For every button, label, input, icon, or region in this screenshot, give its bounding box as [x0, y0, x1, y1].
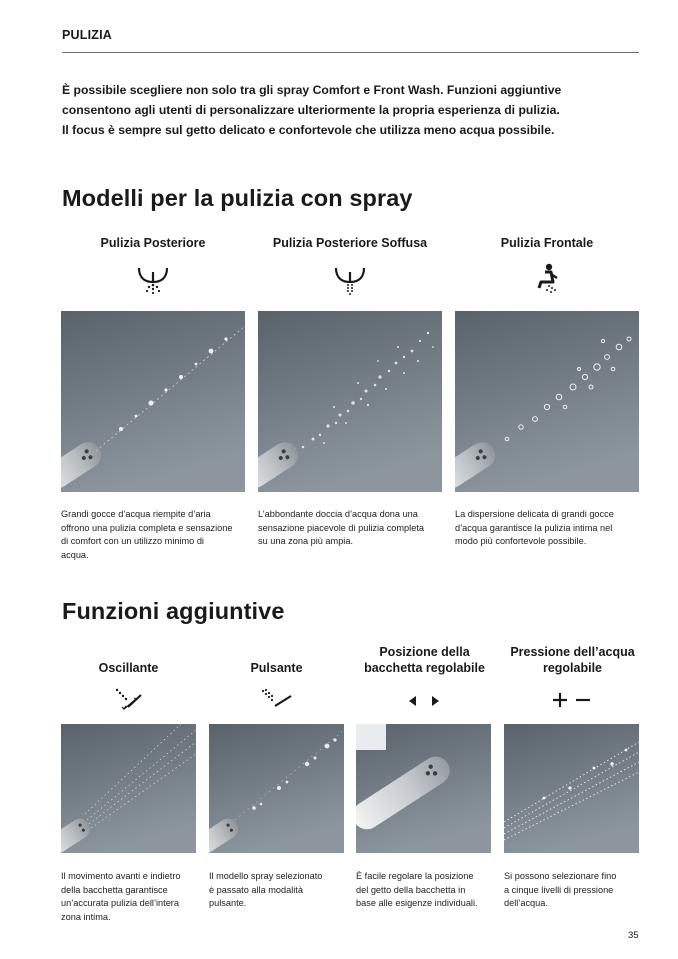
spray-item-title: Pulizia Frontale — [500, 236, 594, 250]
title-line: Posizione della — [379, 645, 470, 659]
title-line: regolabile — [542, 661, 603, 675]
function-item-caption — [504, 870, 646, 911]
function-item-title: Pulsante — [250, 661, 303, 675]
intro-line: consentono agli utenti di personalizzare ulteriormente la propria esperienza di pulizia. — [62, 103, 560, 117]
caption-line: zona intima. — [61, 911, 111, 922]
function-item-caption — [61, 870, 203, 924]
rear-wash-icon — [61, 262, 245, 296]
caption-line: Grandi gocce d’acqua riempite d’aria — [61, 509, 211, 519]
wand-position-photo — [356, 724, 491, 853]
caption-line: a cinque livelli di pressione — [504, 884, 614, 895]
caption-line: un’accurata pulizia dell’intera — [61, 898, 179, 908]
soft-rear-wash-icon — [258, 262, 442, 296]
spray-item-caption — [61, 508, 251, 562]
caption-line: d’acqua garantisce la pulizia intima nel — [455, 522, 613, 533]
caption-line: base alle esigenze individuali. — [356, 898, 478, 908]
caption-line: È facile regolare la posizione — [356, 871, 474, 881]
spray-item-title: Pulizia Posteriore Soffusa — [272, 236, 428, 250]
caption-line: modo più confortevole possibile. — [455, 536, 587, 546]
spray-section-title: Modelli per la pulizia con spray — [62, 185, 413, 211]
caption-line: offrono una pulizia completa e sensazione — [61, 522, 233, 533]
function-item-caption — [356, 870, 498, 911]
title-line: bacchetta regolabile — [364, 661, 485, 675]
function-item-caption — [209, 870, 351, 911]
caption-line: L’abbondante doccia d’acqua dona una — [258, 509, 418, 519]
section-tag: PULIZIA — [62, 28, 113, 42]
plus-minus-icon — [504, 688, 639, 712]
function-item-title — [500, 644, 645, 676]
function-item-title — [352, 644, 497, 676]
title-line: Pressione dell’acqua — [510, 645, 635, 659]
spray-item-caption — [258, 508, 448, 549]
caption-line: del getto della bacchetta in — [356, 884, 466, 895]
front-wash-photo — [455, 311, 639, 492]
pulsating-photo — [209, 724, 344, 853]
caption-line: pulsante. — [209, 898, 247, 908]
spray-item-title: Pulizia Posteriore — [100, 236, 206, 250]
caption-line: Il movimento avanti e indietro — [61, 871, 181, 881]
rear-wash-photo — [61, 311, 245, 492]
intro-line: È possibile scegliere non solo tra gli spray Comfort e Front Wash. Funzioni aggiuntive — [62, 83, 562, 97]
oscillating-icon — [61, 686, 196, 712]
intro-paragraph — [62, 80, 642, 140]
caption-line: su una zona più ampia. — [258, 536, 354, 546]
oscillating-photo — [61, 724, 196, 853]
front-wash-icon — [455, 262, 639, 296]
caption-line: è passato alla modalità — [209, 884, 303, 895]
caption-line: sensazione piacevole di pulizia completa — [258, 522, 424, 533]
caption-line: di comfort con un utilizzo minimo di — [61, 536, 204, 546]
caption-line: dell’acqua. — [504, 898, 548, 908]
caption-line: acqua. — [61, 549, 89, 560]
functions-section-title: Funzioni aggiuntive — [62, 598, 285, 624]
intro-line: Il focus è sempre sul getto delicato e confortevole che utilizza meno acqua possibile. — [62, 123, 555, 137]
caption-line: La dispersione delicata di grandi gocce — [455, 509, 614, 519]
arrows-left-right-icon — [356, 690, 491, 712]
water-pressure-photo — [504, 724, 639, 853]
function-item-title: Oscillante — [98, 661, 159, 675]
spray-item-caption — [455, 508, 645, 549]
pulsating-icon — [209, 686, 344, 712]
caption-line: Il modello spray selezionato — [209, 871, 323, 881]
caption-line: della bacchetta garantisce — [61, 884, 168, 895]
caption-line: Si possono selezionare fino — [504, 871, 617, 881]
header-rule — [62, 52, 639, 53]
page-number: 35 — [628, 930, 639, 941]
soft-rear-wash-photo — [258, 311, 442, 492]
